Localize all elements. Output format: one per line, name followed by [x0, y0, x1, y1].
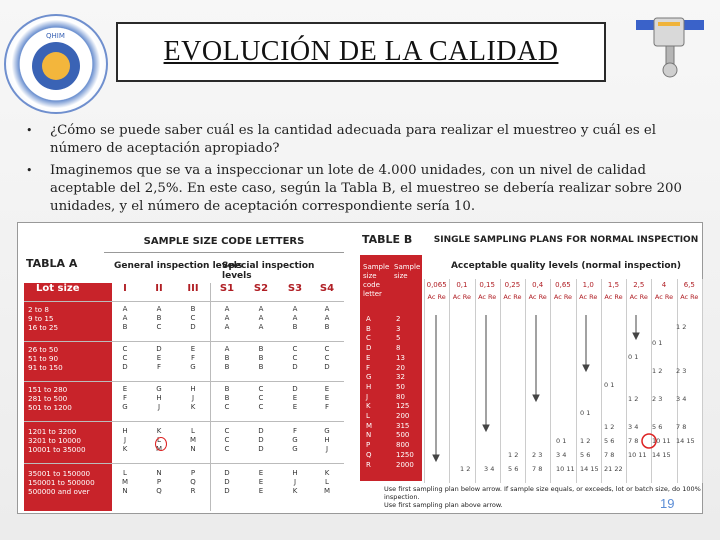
code-letter-cell: D D D	[224, 469, 230, 495]
code-letter-cell: B C D	[190, 305, 196, 331]
sample-size: 8	[396, 344, 401, 353]
table-b-header: SINGLE SAMPLING PLANS FOR NORMAL INSPECTION	[433, 235, 699, 245]
svg-text:0 1: 0 1	[556, 437, 567, 445]
sample-size: 50	[396, 382, 405, 391]
page-number: 19	[660, 496, 675, 511]
code-letter-cell: A A A	[258, 305, 264, 331]
bullet-item	[26, 122, 712, 158]
sample-size: 125	[396, 402, 410, 411]
grid-column-line	[702, 279, 703, 483]
lot-size-cell: 2 to 8 9 to 15 16 to 25	[28, 305, 59, 332]
row-divider	[24, 421, 344, 422]
code-letter-cell: F G G	[292, 427, 298, 453]
ac-re-label: Ac Re	[553, 293, 573, 301]
sample-size: 800	[396, 441, 410, 450]
sample-size: 2000	[396, 460, 414, 469]
sample-size: 80	[396, 392, 405, 401]
level-header: S4	[319, 283, 335, 294]
code-letter-cell: E F G	[122, 385, 128, 411]
svg-text:1 2: 1 2	[676, 323, 687, 331]
code-letter-cell: A A A	[224, 305, 230, 331]
svg-text:7 8: 7 8	[628, 437, 639, 445]
svg-text:21 22: 21 22	[604, 465, 623, 473]
svg-text:14 15: 14 15	[676, 437, 695, 445]
aql-value: 6,5	[683, 281, 695, 289]
ac-re-label: Ac Re	[427, 293, 446, 301]
row-divider	[24, 463, 344, 464]
code-letter: F	[366, 363, 371, 372]
svg-text:3 4: 3 4	[556, 451, 567, 459]
svg-text:10 11: 10 11	[652, 437, 671, 445]
aql-value: 1,0	[582, 281, 594, 289]
aql-value: 0,1	[456, 281, 468, 289]
aql-value: 0,15	[479, 281, 495, 289]
company-logo	[4, 14, 108, 114]
bullet-text: ¿Cómo se puede saber cuál es la cantidad adecuada para realizar el muestreo y cuál es el número de aceptación apropiado?	[50, 123, 657, 156]
svg-text:3 4: 3 4	[628, 423, 639, 431]
svg-text:1 2: 1 2	[628, 395, 639, 403]
svg-text:2 3: 2 3	[676, 367, 687, 375]
aql-value: 0,4	[532, 281, 544, 289]
code-letter-cell: A A B	[122, 305, 128, 331]
code-letter-cell: C C D	[292, 345, 298, 371]
sampling-tables-image	[17, 222, 703, 514]
code-letter-cell: D D D	[258, 427, 264, 453]
bullet-dot: •	[26, 124, 33, 137]
code-letter: C	[366, 334, 371, 343]
row-divider	[24, 341, 344, 342]
sample-size: 500	[396, 431, 410, 440]
sample-size: 20	[396, 363, 405, 372]
bullet-item	[26, 162, 712, 216]
ac-re-row	[424, 293, 702, 301]
ac-re-label: Ac Re	[528, 293, 547, 301]
row-divider	[24, 381, 344, 382]
level-header: S3	[287, 283, 303, 294]
code-letter-cell: E E F	[324, 385, 330, 411]
code-letter: Q	[366, 450, 372, 459]
code-letter-cell: L M N	[189, 427, 197, 453]
code-letter-cell: H J K	[190, 385, 196, 411]
svg-text:0 1: 0 1	[604, 381, 615, 389]
aql-value: 0,065	[426, 281, 447, 289]
code-letter-cell: P Q R	[190, 469, 196, 495]
sample-size: 5	[396, 334, 401, 343]
slide-title: EVOLUCIÓN DE LA CALIDAD	[163, 36, 559, 67]
level-header: II	[155, 283, 163, 294]
aql-value: 4	[661, 281, 667, 289]
svg-text:1 2: 1 2	[652, 367, 663, 375]
sample-size-header: Sample size	[394, 263, 421, 280]
code-letter-cell: B B C	[224, 385, 230, 411]
code-letter-cell: C C D	[122, 345, 128, 371]
highlight-circle	[155, 437, 167, 451]
bullet-dot: •	[26, 164, 33, 177]
lot-size-cell: 35001 to 150000 150001 to 500000 500000 and over	[28, 469, 95, 496]
sample-size: 32	[396, 373, 405, 382]
code-letter: N	[366, 431, 372, 440]
lot-size-header: Lot size	[36, 283, 80, 294]
svg-text:1 2: 1 2	[604, 423, 615, 431]
svg-text:7 8: 7 8	[604, 451, 615, 459]
code-letter-cell: H J K	[122, 427, 128, 453]
ac-re-label: Ac Re	[579, 293, 598, 301]
code-letter: P	[366, 441, 371, 450]
code-letter-cell: K L M	[323, 469, 331, 495]
code-letter: G	[366, 373, 372, 382]
code-letter-cell: G H J	[156, 385, 162, 411]
code-letter-cell: C C C	[224, 427, 230, 453]
svg-text:1 2: 1 2	[460, 465, 471, 473]
code-letter-cell: G H J	[324, 427, 330, 453]
code-letter: E	[366, 353, 371, 362]
column-divider	[210, 283, 211, 511]
code-letter-cell: N P Q	[156, 469, 162, 495]
level-header: I	[123, 283, 127, 294]
code-letter-cell: L M N	[121, 469, 129, 495]
svg-text:0 1: 0 1	[580, 409, 591, 417]
aql-value: 0,65	[555, 281, 571, 289]
svg-text:10 11: 10 11	[556, 465, 575, 473]
footnote-above: Use first sampling plan above arrow.	[384, 501, 503, 509]
svg-text:2 3: 2 3	[532, 451, 543, 459]
svg-text:5 6: 5 6	[508, 465, 519, 473]
aql-header: Acceptable quality levels (normal inspection)	[450, 261, 682, 271]
table-a	[18, 223, 344, 513]
ac-re-label: Ac Re	[503, 293, 522, 301]
code-letter-cell: K L M	[155, 427, 163, 453]
title-box	[116, 22, 606, 82]
ac-re-label: Ac Re	[452, 293, 471, 301]
general-levels-header: General inspection levels	[114, 261, 243, 271]
sample-size: 1250	[396, 450, 414, 459]
code-letter-cell: E F G	[190, 345, 196, 371]
svg-text:1 2: 1 2	[580, 437, 591, 445]
sample-size: 3	[396, 324, 401, 333]
sample-size: 13	[396, 353, 405, 362]
level-header: III	[187, 283, 199, 294]
svg-text:5 6: 5 6	[580, 451, 591, 459]
code-letter: A	[366, 315, 371, 323]
code-letters	[366, 315, 372, 470]
code-letter-cell: A B C	[156, 305, 162, 331]
ac-re-label: Ac Re	[478, 293, 497, 301]
code-letter: K	[366, 402, 371, 411]
aql-values-row	[424, 281, 702, 289]
svg-text:14 15: 14 15	[652, 451, 671, 459]
svg-text:3 4: 3 4	[484, 465, 495, 473]
special-levels-header: Special inspection levels	[222, 261, 315, 281]
table-a-header: SAMPLE SIZE CODE LETTERS	[104, 231, 344, 253]
code-letter-cell: H J K	[292, 469, 298, 495]
lot-size-cell: 1201 to 3200 3201 to 10000 10001 to 35000	[28, 427, 86, 454]
svg-text:10 11: 10 11	[628, 451, 647, 459]
level-header: S2	[253, 283, 269, 294]
code-letter: R	[366, 460, 371, 469]
svg-text:3 4: 3 4	[676, 395, 687, 403]
bullet-list	[26, 122, 712, 220]
svg-text:5 6: 5 6	[604, 437, 615, 445]
svg-text:0 1: 0 1	[652, 339, 663, 347]
table-a-label: TABLA A	[26, 257, 78, 270]
code-letter-cell: D E F	[156, 345, 162, 371]
svg-text:14 15: 14 15	[580, 465, 599, 473]
ac-re-label: Ac Re	[604, 293, 623, 301]
code-letter: M	[366, 421, 373, 430]
svg-text:7 8: 7 8	[676, 423, 687, 431]
sample-sizes	[396, 315, 414, 470]
svg-text:1 2: 1 2	[508, 451, 519, 459]
ac-re-label: Ac Re	[654, 293, 674, 301]
svg-text:2 3: 2 3	[652, 395, 663, 403]
aql-value: 2,5	[633, 281, 645, 289]
footnote-below: Use first sampling plan below arrow. If sample size equals, or exceeds, lot or batch size, do 100% inspection.	[384, 485, 701, 501]
row-divider	[24, 301, 344, 302]
code-letter-header: Sample size code letter	[363, 263, 390, 298]
acceptance-numbers-area	[424, 315, 702, 481]
aql-value: 1,5	[607, 281, 620, 289]
table-b	[354, 223, 704, 513]
svg-text:7 8: 7 8	[532, 465, 543, 473]
logo-text: QHIM	[46, 32, 65, 40]
code-letter-cell: D E E	[292, 385, 298, 411]
ac-re-label: Ac Re	[629, 293, 648, 301]
aql-value: 0,25	[504, 281, 521, 289]
code-letter-cell: B B B	[258, 345, 264, 371]
sample-size: 315	[396, 421, 410, 430]
level-header: S1	[219, 283, 235, 294]
svg-text:5 6: 5 6	[652, 423, 663, 431]
lot-size-cell: 151 to 280 281 to 500 501 to 1200	[28, 385, 72, 412]
table-b-label: TABLE B	[362, 233, 413, 246]
code-letter-cell: A A B	[292, 305, 298, 331]
code-letter-cell: C C C	[258, 385, 264, 411]
sample-size: 200	[396, 412, 410, 421]
ac-re-label: Ac Re	[680, 293, 699, 301]
code-letter-cell: A B B	[224, 345, 230, 371]
code-letter-cell: C C D	[324, 345, 330, 371]
code-letter: L	[366, 412, 370, 421]
piston-icon	[632, 14, 708, 80]
code-letter-cell: A A B	[324, 305, 330, 331]
code-letter: B	[366, 324, 371, 333]
logo-ring-graphic	[6, 16, 106, 112]
lot-size-cell: 26 to 50 51 to 90 91 to 150	[28, 345, 63, 372]
code-letter: J	[366, 392, 369, 401]
svg-text:0 1: 0 1	[628, 353, 639, 361]
bullet-text: Imaginemos que se va a inspeccionar un lote de 4.000 unidades, con un nivel de calidad aceptable del 2,5%. En este caso, según la Tabla B, el muestreo se debería realizar sobre 200 unidades, y el número de aceptación correspondiente sería 10.	[50, 163, 682, 214]
code-letter-cell: E E E	[258, 469, 264, 495]
code-letter: H	[366, 382, 372, 391]
sample-size: 2	[396, 315, 401, 323]
code-letter: D	[366, 344, 372, 353]
